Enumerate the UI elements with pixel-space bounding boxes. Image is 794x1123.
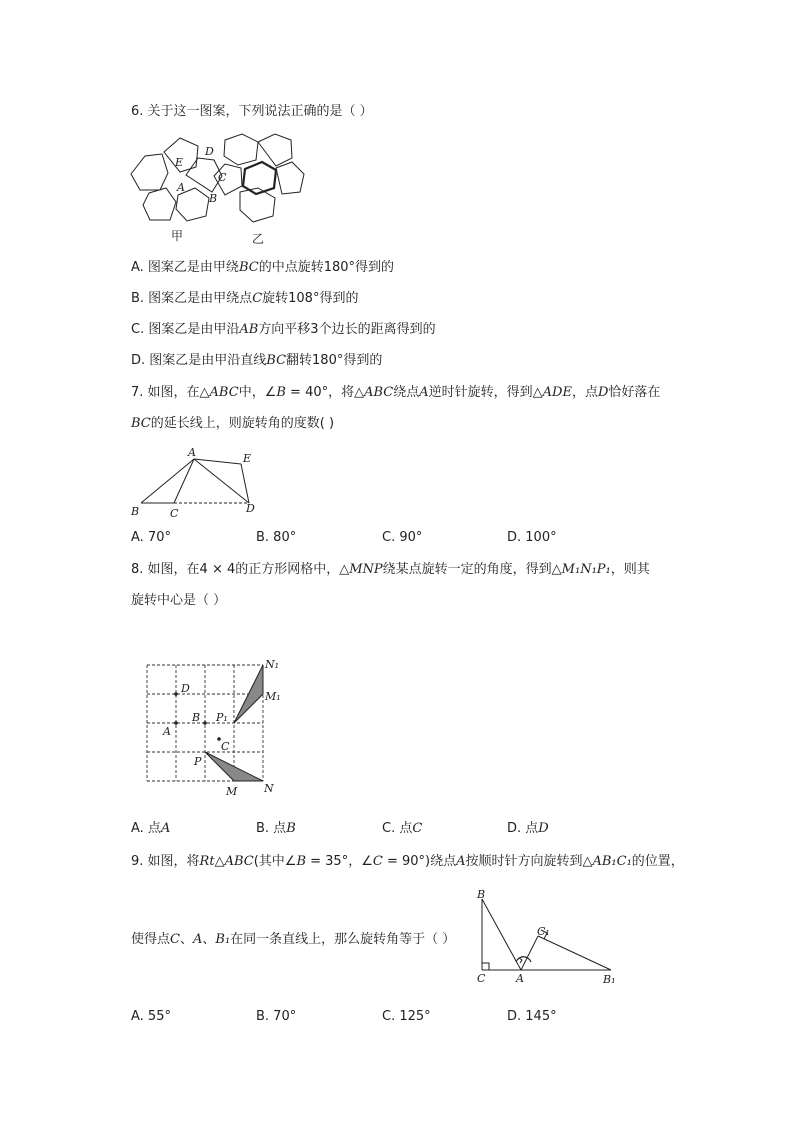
- q6-option-d[interactable]: D. 图案乙是由甲沿直线BC翻转180°得到的: [131, 353, 383, 368]
- point-label-b: B: [477, 888, 486, 901]
- point-b: [203, 721, 207, 725]
- q9-option-d[interactable]: D. 145°: [507, 1009, 557, 1024]
- q8-option-a[interactable]: A. 点A: [131, 821, 171, 836]
- q7-option-b[interactable]: B. 80°: [256, 530, 297, 545]
- q7-option-c[interactable]: C. 90°: [382, 530, 423, 545]
- q7-triangle-figure: [128, 444, 268, 520]
- q8-option-b[interactable]: B. 点B: [256, 821, 296, 836]
- vertex-label-a: A: [177, 181, 185, 194]
- q6-pentagon-figure: [128, 132, 308, 252]
- vertex-label-e: E: [175, 156, 184, 169]
- point-label-e: E: [243, 452, 252, 465]
- point-label-p: P: [194, 755, 202, 768]
- pentagon: [276, 162, 304, 194]
- q8-grid-figure: [128, 656, 281, 798]
- point-label-p1: P₁: [216, 711, 228, 724]
- point-label-m: M: [226, 785, 238, 798]
- q7-stem-line2: BC的延长线上，则旋转角的度数( ): [131, 416, 335, 431]
- q9-rotation-figure: [474, 888, 624, 988]
- q9-option-c[interactable]: C. 125°: [382, 1009, 431, 1024]
- point-label-a: A: [516, 972, 524, 985]
- point-label-c: C: [170, 507, 179, 520]
- figure-caption-jia: 甲: [171, 229, 184, 243]
- q9-stem-line1: 9. 如图，将Rt△ABC(其中∠B = 35°，∠C = 90°)绕点A按顺时针方向旋转到△AB₁C₁的位置，: [131, 854, 684, 869]
- point-label-n: N: [264, 782, 274, 795]
- point-label-a: A: [163, 725, 171, 738]
- q8-stem-line2: 旋转中心是（ ）: [131, 593, 227, 608]
- pentagon: [224, 134, 258, 165]
- q8-option-c[interactable]: C. 点C: [382, 821, 423, 836]
- q9-option-b[interactable]: B. 70°: [256, 1009, 297, 1024]
- pentagon: [131, 154, 168, 190]
- pentagon: [258, 134, 292, 166]
- q8-stem-line1: 8. 如图，在4 × 4的正方形网格中，△MNP绕某点旋转一定的角度，得到△M₁N₁P₁，则其: [131, 562, 650, 577]
- q7-stem-line1: 7. 如图，在△ABC中，∠B = 40°，将△ABC绕点A逆时针旋转，得到△ADE，点D恰好落在: [131, 385, 661, 400]
- pentagon: [143, 188, 176, 220]
- point-label-c: C: [221, 740, 230, 753]
- point-a: [174, 721, 178, 725]
- point-label-b1: B₁: [603, 973, 616, 986]
- q6-stem: 6. 关于这一图案，下列说法正确的是（ ）: [131, 104, 373, 119]
- q6-option-a[interactable]: A. 图案乙是由甲绕BC的中点旋转180°得到的: [131, 260, 395, 275]
- q9-option-a[interactable]: A. 55°: [131, 1009, 171, 1024]
- figure-caption-yi: 乙: [252, 232, 265, 246]
- q9-stem-line2: 使得点C、A、B₁在同一条直线上，那么旋转角等于（ ）: [131, 932, 456, 947]
- q8-option-d[interactable]: D. 点D: [507, 821, 549, 836]
- point-label-m1: M₁: [265, 690, 281, 703]
- point-label-d: D: [181, 682, 190, 695]
- vertex-label-d: D: [205, 145, 214, 158]
- q6-option-c[interactable]: C. 图案乙是由甲沿AB方向平移3个边长的距离得到的: [131, 322, 436, 337]
- rotation-angle-arc: [516, 957, 531, 962]
- vertex-label-c: C: [218, 171, 227, 184]
- q7-option-d[interactable]: D. 100°: [507, 530, 557, 545]
- q6-option-b[interactable]: B. 图案乙是由甲绕点C旋转108°得到的: [131, 291, 359, 306]
- pentagon: [186, 158, 222, 192]
- point-label-b: B: [192, 711, 201, 724]
- point-label-c1: C₁: [537, 925, 550, 938]
- point-d: [174, 692, 178, 696]
- q7-option-a[interactable]: A. 70°: [131, 530, 171, 545]
- point-label-a: A: [188, 446, 196, 459]
- point-label-n1: N₁: [265, 658, 280, 671]
- point-label-d: D: [246, 502, 255, 515]
- point-label-c: C: [477, 972, 486, 985]
- point-label-b: B: [131, 505, 140, 518]
- vertex-label-b: B: [209, 192, 218, 205]
